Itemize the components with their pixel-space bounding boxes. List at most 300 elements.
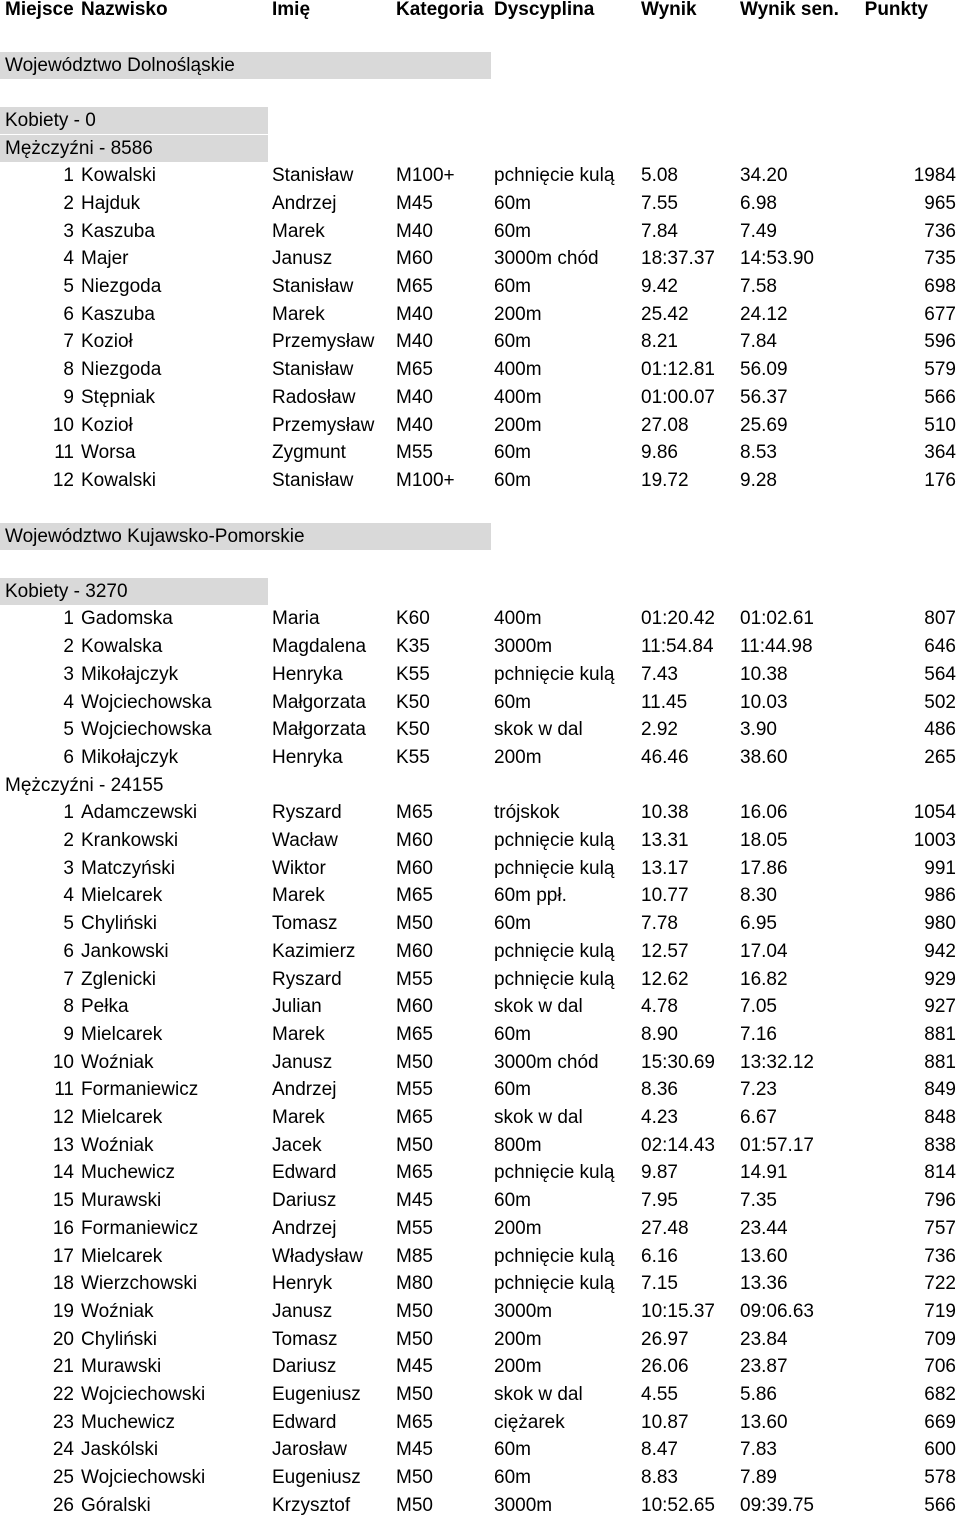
first-name-cell: Marek: [272, 885, 325, 907]
points-cell: 722: [924, 1273, 956, 1295]
senior-result-cell: 11:44.98: [740, 636, 813, 658]
discipline-cell: 400m: [494, 608, 542, 630]
result-row: [0, 744, 960, 772]
points-cell: 698: [924, 276, 956, 297]
category-cell: M40: [396, 331, 433, 353]
senior-result-cell: 13.60: [740, 1411, 788, 1433]
result-row: [0, 439, 960, 467]
place-cell: 6: [63, 746, 74, 768]
result-cell: 19.72: [641, 469, 689, 491]
first-name-cell: Władysław: [272, 1245, 363, 1267]
discipline-cell: trójskok: [494, 802, 560, 824]
result-row: [0, 1492, 960, 1520]
first-name-cell: Edward: [272, 1411, 337, 1433]
last-name-cell: Niezgoda: [81, 359, 162, 381]
points-cell: 881: [924, 1023, 956, 1045]
header-discipline: Dyscyplina: [494, 0, 595, 20]
place-cell: 22: [52, 1384, 74, 1405]
result-cell: 5.08: [641, 165, 678, 187]
points-cell: 796: [924, 1190, 956, 1212]
discipline-cell: 200m: [494, 414, 542, 436]
header-result: Wynik: [641, 0, 697, 20]
place-cell: 20: [52, 1328, 74, 1350]
last-name-cell: Wojciechowski: [81, 1384, 206, 1405]
discipline-cell: pchnięcie kulą: [494, 857, 615, 879]
category-cell: M65: [396, 1023, 433, 1045]
last-name-cell: Wojciechowska: [81, 719, 212, 741]
category-cell: M55: [396, 1217, 433, 1239]
points-cell: 927: [924, 996, 956, 1018]
first-name-cell: Magdalena: [272, 636, 367, 658]
first-name-cell: Ryszard: [272, 968, 342, 990]
discipline-cell: 60m ppł.: [494, 885, 567, 907]
first-name-cell: Dariusz: [272, 1356, 337, 1378]
senior-result-cell: 7.35: [740, 1190, 777, 1212]
category-cell: M40: [396, 303, 433, 325]
points-cell: 502: [924, 691, 956, 713]
points-cell: 980: [924, 913, 956, 935]
result-row: [0, 1132, 960, 1160]
points-cell: 838: [924, 1134, 956, 1156]
first-name-cell: Janusz: [272, 248, 333, 270]
voivodeship-heading: Województwo Kujawsko-Pomorskie: [0, 523, 491, 550]
last-name-cell: Kozioł: [81, 331, 133, 353]
senior-result-cell: 56.37: [740, 386, 788, 408]
first-name-cell: Henryk: [272, 1273, 333, 1295]
first-name-cell: Przemysław: [272, 331, 375, 353]
first-name-cell: Tomasz: [272, 913, 338, 935]
category-cell: M50: [396, 1384, 433, 1405]
points-cell: 1054: [913, 802, 956, 824]
points-cell: 807: [924, 608, 956, 630]
result-row: [0, 716, 960, 744]
result-cell: 26.06: [641, 1356, 689, 1378]
result-cell: 9.87: [641, 1162, 678, 1184]
result-cell: 8.47: [641, 1439, 678, 1461]
place-cell: 10: [52, 414, 74, 436]
last-name-cell: Mielcarek: [81, 885, 163, 907]
last-name-cell: Kozioł: [81, 414, 133, 436]
place-cell: 8: [63, 996, 74, 1018]
first-name-cell: Stanisław: [272, 276, 354, 297]
header-last-name: Nazwisko: [81, 0, 168, 20]
result-cell: 26.97: [641, 1328, 689, 1350]
senior-result-cell: 7.83: [740, 1439, 777, 1461]
discipline-cell: pchnięcie kulą: [494, 1245, 615, 1267]
header-points: Punkty: [864, 0, 928, 20]
place-cell: 25: [52, 1467, 74, 1489]
discipline-cell: 60m: [494, 1079, 531, 1101]
senior-result-cell: 16.06: [740, 802, 788, 824]
discipline-cell: 60m: [494, 1439, 531, 1461]
senior-result-cell: 7.16: [740, 1023, 777, 1045]
result-row: [0, 799, 960, 827]
result-row: [0, 661, 960, 689]
result-row: [0, 689, 960, 717]
category-cell: M50: [396, 1467, 433, 1489]
discipline-cell: 60m: [494, 276, 531, 297]
place-cell: 4: [63, 885, 74, 907]
result-cell: 01:12.81: [641, 359, 715, 381]
discipline-cell: 200m: [494, 1328, 542, 1350]
discipline-cell: 3000m: [494, 1494, 553, 1516]
points-cell: 564: [924, 663, 956, 685]
points-cell: 986: [924, 885, 956, 907]
result-row: [0, 1104, 960, 1132]
result-cell: 8.21: [641, 331, 678, 353]
last-name-cell: Jaskólski: [81, 1439, 159, 1461]
senior-result-cell: 10.38: [740, 663, 788, 685]
result-row: [0, 1076, 960, 1104]
senior-result-cell: 18.05: [740, 830, 788, 851]
last-name-cell: Zglenicki: [81, 968, 156, 990]
first-name-cell: Stanisław: [272, 165, 354, 187]
last-name-cell: Mielcarek: [81, 1107, 163, 1128]
last-name-cell: Stępniak: [81, 386, 155, 408]
last-name-cell: Jankowski: [81, 940, 169, 962]
category-cell: M65: [396, 885, 433, 907]
result-cell: 9.42: [641, 276, 678, 297]
result-row: [0, 882, 960, 910]
first-name-cell: Janusz: [272, 1051, 333, 1073]
result-row: [0, 1243, 960, 1271]
place-cell: 2: [63, 636, 74, 658]
place-cell: 9: [63, 1023, 74, 1045]
result-cell: 12.62: [641, 968, 689, 990]
category-cell: M50: [396, 913, 433, 935]
discipline-cell: 200m: [494, 303, 542, 325]
result-cell: 8.90: [641, 1023, 678, 1045]
result-row: [0, 1298, 960, 1326]
last-name-cell: Chyliński: [81, 913, 158, 935]
first-name-cell: Julian: [272, 996, 322, 1018]
category-cell: K55: [396, 663, 430, 685]
category-cell: M50: [396, 1134, 433, 1156]
place-cell: 13: [52, 1134, 74, 1156]
result-cell: 13.17: [641, 857, 689, 879]
place-cell: 3: [63, 220, 74, 242]
category-cell: M40: [396, 414, 433, 436]
points-cell: 646: [924, 636, 956, 658]
result-cell: 8.36: [641, 1079, 678, 1101]
place-cell: 3: [63, 663, 74, 685]
result-row: [0, 938, 960, 966]
senior-result-cell: 25.69: [740, 414, 788, 436]
last-name-cell: Kowalska: [81, 636, 163, 658]
discipline-cell: 60m: [494, 220, 531, 242]
points-cell: 600: [924, 1439, 956, 1461]
category-cell: M40: [396, 220, 433, 242]
last-name-cell: Wojciechowski: [81, 1467, 206, 1489]
place-cell: 10: [52, 1051, 74, 1073]
first-name-cell: Stanisław: [272, 469, 354, 491]
points-cell: 849: [924, 1079, 956, 1101]
result-cell: 01:00.07: [641, 386, 715, 408]
points-cell: 566: [924, 386, 956, 408]
women-group-label: Kobiety - 3270: [0, 578, 268, 606]
result-cell: 9.86: [641, 442, 678, 464]
category-cell: M50: [396, 1300, 433, 1322]
first-name-cell: Andrzej: [272, 1217, 337, 1239]
senior-result-cell: 23.87: [740, 1356, 788, 1378]
last-name-cell: Woźniak: [81, 1134, 154, 1156]
last-name-cell: Muchewicz: [81, 1162, 175, 1184]
senior-result-cell: 7.58: [740, 276, 777, 297]
first-name-cell: Jarosław: [272, 1439, 347, 1461]
last-name-cell: Kowalski: [81, 469, 156, 491]
result-row: [0, 1353, 960, 1381]
result-row: [0, 328, 960, 356]
discipline-cell: 800m: [494, 1134, 542, 1156]
place-cell: 12: [52, 469, 74, 491]
senior-result-cell: 34.20: [740, 165, 788, 187]
last-name-cell: Góralski: [81, 1494, 151, 1516]
first-name-cell: Andrzej: [272, 1079, 337, 1101]
points-cell: 265: [924, 746, 956, 768]
points-cell: 566: [924, 1494, 956, 1516]
senior-result-cell: 8.30: [740, 885, 777, 907]
first-name-cell: Zygmunt: [272, 442, 346, 464]
last-name-cell: Mikołajczyk: [81, 746, 179, 768]
first-name-cell: Marek: [272, 303, 325, 325]
first-name-cell: Janusz: [272, 1300, 333, 1322]
discipline-cell: skok w dal: [494, 719, 583, 741]
discipline-cell: 60m: [494, 1467, 531, 1489]
last-name-cell: Adamczewski: [81, 802, 198, 824]
senior-result-cell: 7.05: [740, 996, 777, 1018]
senior-result-cell: 14.91: [740, 1162, 788, 1184]
category-cell: M60: [396, 857, 433, 879]
senior-result-cell: 3.90: [740, 719, 777, 741]
header-row: [0, 0, 960, 24]
senior-result-cell: 5.86: [740, 1384, 777, 1405]
first-name-cell: Dariusz: [272, 1190, 337, 1212]
men-group-label: Mężczyźni - 8586: [0, 135, 268, 163]
last-name-cell: Majer: [81, 248, 129, 270]
points-cell: 364: [924, 442, 956, 464]
discipline-cell: 60m: [494, 1023, 531, 1045]
result-cell: 10:15.37: [641, 1300, 715, 1322]
result-row: [0, 467, 960, 495]
senior-result-cell: 23.84: [740, 1328, 788, 1350]
category-cell: K60: [396, 608, 430, 630]
result-cell: 13.31: [641, 830, 689, 851]
voivodeship-heading: Województwo Dolnośląskie: [0, 52, 491, 79]
first-name-cell: Ryszard: [272, 802, 342, 824]
last-name-cell: Kowalski: [81, 165, 156, 187]
last-name-cell: Wierzchowski: [81, 1273, 198, 1295]
result-row: [0, 633, 960, 661]
result-row: [0, 1381, 960, 1409]
senior-result-cell: 23.44: [740, 1217, 788, 1239]
points-cell: 1984: [913, 165, 956, 187]
discipline-cell: pchnięcie kulą: [494, 165, 615, 187]
discipline-cell: 3000m chód: [494, 1051, 599, 1073]
last-name-cell: Muchewicz: [81, 1411, 175, 1433]
last-name-cell: Kaszuba: [81, 303, 155, 325]
category-cell: M50: [396, 1328, 433, 1350]
result-row: [0, 1409, 960, 1437]
category-cell: M50: [396, 1494, 433, 1516]
points-cell: 706: [924, 1356, 956, 1378]
last-name-cell: Formaniewicz: [81, 1079, 199, 1101]
result-cell: 25.42: [641, 303, 689, 325]
first-name-cell: Maria: [272, 608, 320, 630]
result-row: [0, 190, 960, 218]
discipline-cell: 60m: [494, 442, 531, 464]
last-name-cell: Mielcarek: [81, 1245, 163, 1267]
discipline-cell: 60m: [494, 691, 531, 713]
category-cell: K50: [396, 691, 430, 713]
category-cell: M55: [396, 1079, 433, 1101]
discipline-cell: 200m: [494, 1217, 542, 1239]
discipline-cell: skok w dal: [494, 1107, 583, 1128]
last-name-cell: Murawski: [81, 1356, 162, 1378]
last-name-cell: Kaszuba: [81, 220, 155, 242]
result-row: [0, 1215, 960, 1243]
points-cell: 579: [924, 359, 956, 381]
first-name-cell: Eugeniusz: [272, 1384, 361, 1405]
first-name-cell: Przemysław: [272, 414, 375, 436]
place-cell: 12: [52, 1107, 74, 1128]
place-cell: 26: [52, 1494, 74, 1516]
first-name-cell: Andrzej: [272, 192, 337, 214]
points-cell: 991: [924, 857, 956, 879]
result-cell: 11:54.84: [641, 636, 714, 658]
discipline-cell: pchnięcie kulą: [494, 830, 615, 851]
first-name-cell: Stanisław: [272, 359, 354, 381]
header-senior-result: Wynik sen.: [740, 0, 839, 20]
last-name-cell: Mikołajczyk: [81, 663, 179, 685]
points-cell: 942: [924, 940, 956, 962]
discipline-cell: 60m: [494, 192, 531, 214]
senior-result-cell: 13:32.12: [740, 1051, 814, 1073]
result-cell: 27.08: [641, 414, 689, 436]
senior-result-cell: 16.82: [740, 968, 788, 990]
result-row: [0, 855, 960, 883]
result-row: [0, 827, 960, 855]
senior-result-cell: 10.03: [740, 691, 788, 713]
points-cell: 735: [924, 248, 956, 270]
category-cell: M60: [396, 830, 433, 851]
result-cell: 18:37.37: [641, 248, 715, 270]
first-name-cell: Marek: [272, 220, 325, 242]
place-cell: 4: [63, 691, 74, 713]
category-cell: M50: [396, 1051, 433, 1073]
category-cell: K50: [396, 719, 430, 741]
result-row: [0, 993, 960, 1021]
points-cell: 682: [924, 1384, 956, 1405]
place-cell: 24: [52, 1439, 74, 1461]
result-row: [0, 1021, 960, 1049]
place-cell: 9: [63, 386, 74, 408]
points-cell: 719: [924, 1300, 956, 1322]
category-cell: M100+: [396, 469, 455, 491]
senior-result-cell: 6.95: [740, 913, 777, 935]
senior-result-cell: 7.89: [740, 1467, 777, 1489]
result-cell: 4.55: [641, 1384, 678, 1405]
points-cell: 677: [924, 303, 956, 325]
senior-result-cell: 6.67: [740, 1107, 777, 1128]
points-cell: 1003: [913, 830, 956, 851]
place-cell: 18: [52, 1273, 74, 1295]
result-cell: 01:20.42: [641, 608, 715, 630]
first-name-cell: Henryka: [272, 663, 343, 685]
last-name-cell: Formaniewicz: [81, 1217, 199, 1239]
place-cell: 1: [63, 608, 74, 630]
place-cell: 11: [54, 442, 74, 464]
last-name-cell: Murawski: [81, 1190, 162, 1212]
discipline-cell: skok w dal: [494, 1384, 583, 1405]
result-cell: 27.48: [641, 1217, 689, 1239]
points-cell: 757: [924, 1217, 956, 1239]
points-cell: 736: [924, 220, 956, 242]
points-cell: 578: [924, 1467, 956, 1489]
result-cell: 4.23: [641, 1107, 678, 1128]
discipline-cell: 3000m: [494, 1300, 553, 1322]
first-name-cell: Małgorzata: [272, 719, 366, 741]
result-row: [0, 966, 960, 994]
last-name-cell: Pełka: [81, 996, 129, 1018]
last-name-cell: Gadomska: [81, 608, 173, 630]
result-row: [0, 245, 960, 273]
discipline-cell: 200m: [494, 1356, 542, 1378]
result-cell: 7.78: [641, 913, 678, 935]
discipline-cell: 60m: [494, 469, 531, 491]
place-cell: 21: [52, 1356, 74, 1378]
senior-result-cell: 7.84: [740, 331, 777, 353]
category-cell: M65: [396, 1107, 433, 1128]
result-cell: 46.46: [641, 746, 689, 768]
points-cell: 510: [924, 414, 956, 436]
first-name-cell: Tomasz: [272, 1328, 338, 1350]
place-cell: 16: [52, 1217, 74, 1239]
last-name-cell: Krankowski: [81, 830, 179, 851]
senior-result-cell: 17.86: [740, 857, 788, 879]
senior-result-cell: 38.60: [740, 746, 788, 768]
category-cell: M65: [396, 359, 433, 381]
discipline-cell: 3000m chód: [494, 248, 599, 270]
first-name-cell: Kazimierz: [272, 940, 356, 962]
result-row: [0, 384, 960, 412]
senior-result-cell: 17.04: [740, 940, 788, 962]
points-cell: 669: [924, 1411, 956, 1433]
points-cell: 176: [924, 469, 956, 491]
men-group-label: Mężczyźni - 24155: [5, 774, 164, 796]
result-cell: 10.87: [641, 1411, 689, 1433]
result-cell: 10:52.65: [641, 1494, 715, 1516]
discipline-cell: 400m: [494, 359, 542, 381]
place-cell: 17: [52, 1245, 74, 1267]
place-cell: 6: [63, 303, 74, 325]
discipline-cell: ciężarek: [494, 1411, 565, 1433]
place-cell: 5: [63, 276, 74, 297]
women-group-label: Kobiety - 0: [0, 107, 268, 135]
discipline-cell: 60m: [494, 1190, 531, 1212]
result-row: [0, 356, 960, 384]
discipline-cell: pchnięcie kulą: [494, 663, 615, 685]
discipline-cell: 60m: [494, 913, 531, 935]
discipline-cell: pchnięcie kulą: [494, 968, 615, 990]
discipline-cell: pchnięcie kulą: [494, 1273, 615, 1295]
first-name-cell: Marek: [272, 1023, 325, 1045]
result-cell: 10.77: [641, 885, 689, 907]
result-cell: 7.43: [641, 663, 678, 685]
result-cell: 7.15: [641, 1273, 678, 1295]
category-cell: K55: [396, 746, 430, 768]
points-cell: 596: [924, 331, 956, 353]
first-name-cell: Krzysztof: [272, 1494, 351, 1516]
